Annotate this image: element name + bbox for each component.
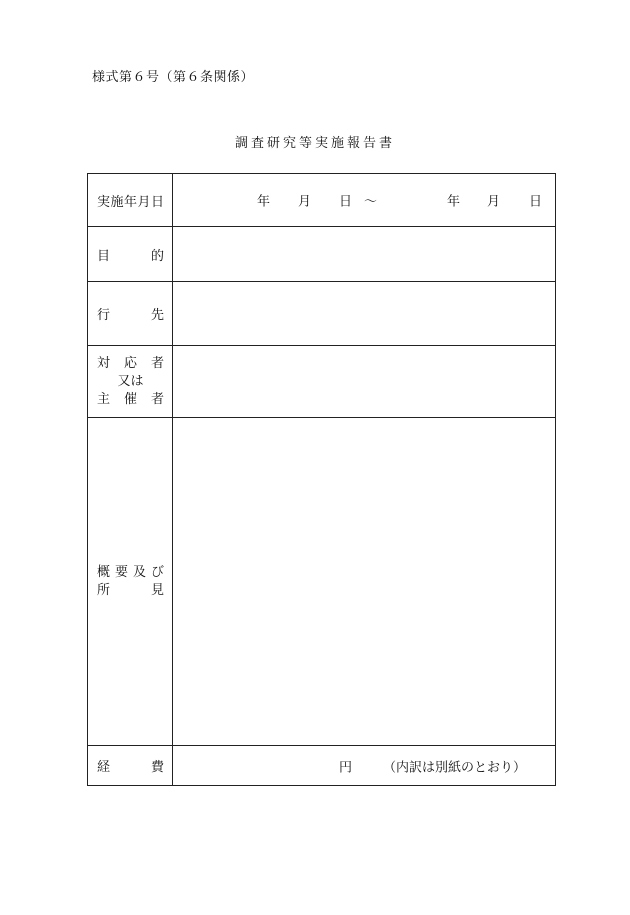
label-purpose-char-2: 的 <box>150 248 164 264</box>
row-destination <box>88 282 556 346</box>
start-month-unit: 月 <box>298 194 312 210</box>
summary-field[interactable] <box>173 418 556 746</box>
label-date-text: 実施年月日 <box>97 194 165 210</box>
end-day-unit: 日 <box>529 194 543 210</box>
label-contact-char-3: 者 <box>150 355 164 371</box>
label-destination <box>88 282 173 346</box>
label-contact-or: 又は <box>117 373 144 389</box>
label-summary-char-4: び <box>150 564 164 580</box>
row-cost <box>88 746 556 786</box>
label-cost <box>88 746 173 786</box>
row-summary <box>88 418 556 746</box>
label-contact-char-1: 対 <box>97 355 111 371</box>
label-contact-char-2: 応 <box>123 355 137 371</box>
label-contact <box>88 346 173 418</box>
contact-field[interactable] <box>173 346 556 418</box>
row-purpose <box>88 227 556 282</box>
label-purpose-char-1: 目 <box>97 248 111 264</box>
label-cost-char-2: 費 <box>150 760 164 775</box>
label-cost-char-1: 経 <box>97 760 111 775</box>
purpose-field[interactable] <box>173 227 556 282</box>
date-field[interactable] <box>173 174 556 227</box>
report-table <box>87 173 556 786</box>
label-organizer-char-2: 催 <box>123 391 137 407</box>
label-destination-char-1: 行 <box>97 308 111 323</box>
destination-field[interactable] <box>173 282 556 346</box>
range-tilde: 〜 <box>364 194 378 210</box>
document-title: 調査研究等実施報告書 <box>234 136 395 151</box>
label-summary-char-3: 及 <box>132 564 146 580</box>
start-year-unit: 年 <box>257 194 271 210</box>
row-contact <box>88 346 556 418</box>
end-month-unit: 月 <box>487 194 501 210</box>
label-date <box>88 174 173 227</box>
label-purpose <box>88 227 173 282</box>
end-year-unit: 年 <box>447 194 461 210</box>
label-summary-char-1: 概 <box>97 564 111 580</box>
cost-unit: 円 <box>339 760 353 775</box>
label-summary <box>88 418 173 746</box>
label-findings-char-2: 見 <box>150 582 164 598</box>
label-findings-char-1: 所 <box>97 582 111 598</box>
cost-breakdown-note: （内訳は別紙のとおり） <box>383 760 527 775</box>
start-day-unit: 日 <box>339 194 353 210</box>
row-date <box>88 174 556 227</box>
label-organizer-char-3: 者 <box>150 391 164 407</box>
label-summary-char-2: 要 <box>114 564 128 580</box>
label-organizer-char-1: 主 <box>97 391 111 407</box>
form-number: 様式第６号（第６条関係） <box>92 70 255 85</box>
cost-field[interactable] <box>173 746 556 786</box>
label-destination-char-2: 先 <box>150 308 164 323</box>
